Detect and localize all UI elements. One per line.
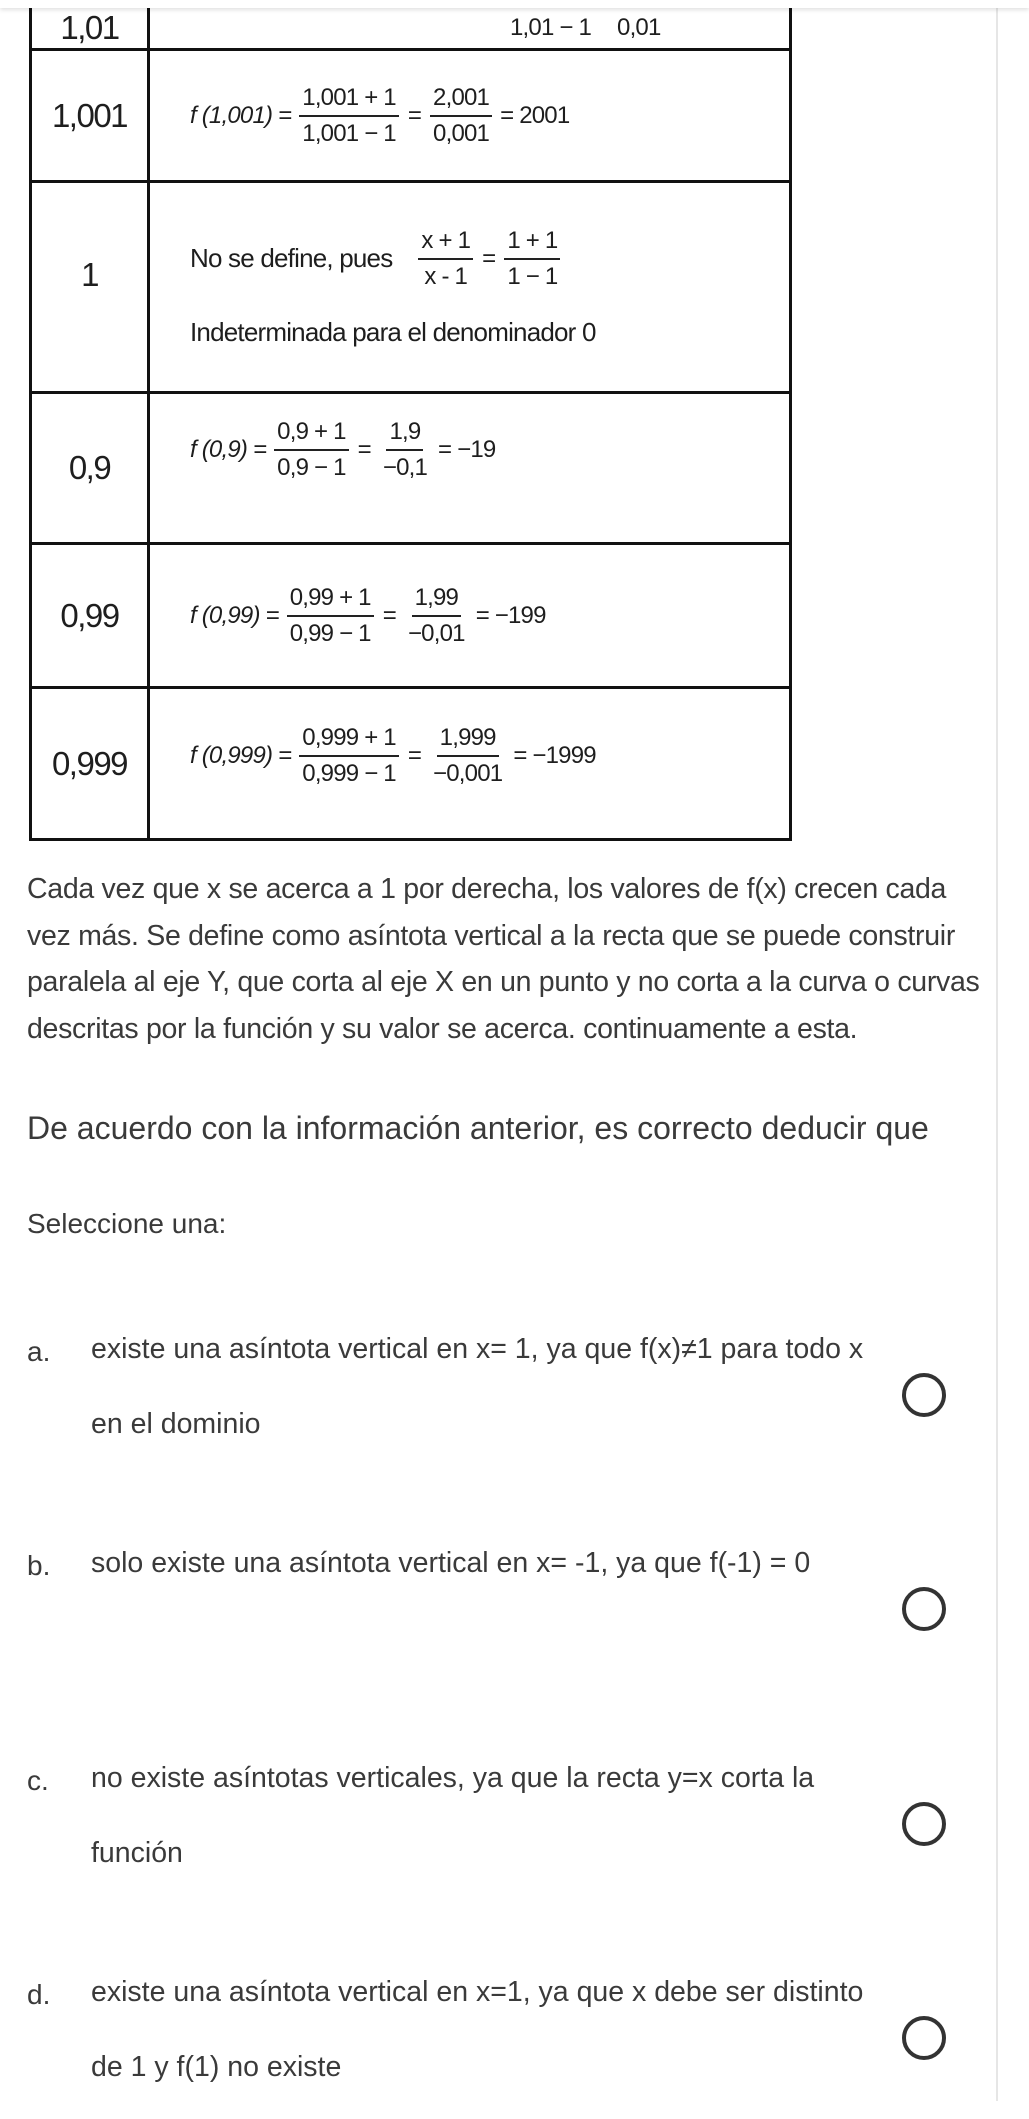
undefined-line <box>190 227 789 291</box>
equals-sign: = <box>382 601 396 629</box>
denominator: 0,99 − 1 <box>289 619 371 647</box>
denominator: 0,01 <box>617 14 661 41</box>
x-cell: 0,999 <box>31 688 149 840</box>
option-b[interactable] <box>0 1547 990 1690</box>
function-label: f (0,999) = <box>190 741 292 769</box>
option-text[interactable]: existe una asíntota vertical en x=1, ya que x debe ser distinto de 1 y f(1) no existe <box>91 1976 864 2083</box>
scrollbar-track[interactable] <box>996 0 998 2101</box>
option-letter: c. <box>27 1765 49 1796</box>
radio-button[interactable] <box>902 1802 946 1846</box>
table-row <box>31 50 791 182</box>
radio-button[interactable] <box>902 1373 946 1417</box>
fraction <box>299 84 399 148</box>
formula <box>190 418 495 482</box>
function-label: f (0,9) = <box>190 436 267 463</box>
denominator: 0,999 − 1 <box>302 759 396 787</box>
x-cell: 0,99 <box>31 544 149 688</box>
equals-sign: = <box>357 436 371 463</box>
option-text[interactable]: solo existe una asíntota vertical en x= -1, ya que f(-1) = 0 <box>91 1547 811 1579</box>
equals-sign: = <box>407 101 422 129</box>
numerator: 0,9 + 1 <box>274 418 348 451</box>
denominator: −0,1 <box>382 454 428 481</box>
option-d[interactable] <box>0 1976 990 2119</box>
result: = −19 <box>438 436 496 463</box>
numerator: 0,99 + 1 <box>287 584 374 617</box>
denominator: 0,9 − 1 <box>277 454 346 481</box>
table-row <box>31 182 791 393</box>
result: = −199 <box>475 601 546 629</box>
fraction <box>418 227 473 291</box>
formula <box>190 724 596 788</box>
values-table <box>29 0 792 841</box>
formula <box>190 15 661 41</box>
table-row <box>31 544 791 688</box>
numerator: 2,001 <box>430 84 492 117</box>
fraction <box>299 724 399 788</box>
denominator: 0,001 <box>433 119 490 147</box>
formula-cell <box>149 688 791 840</box>
denominator: 1,001 − 1 <box>302 119 396 147</box>
fraction <box>430 724 505 788</box>
x-value: 1,01 <box>60 8 119 46</box>
fraction <box>274 418 348 482</box>
formula-cell <box>149 544 791 688</box>
formula-cell <box>149 393 791 544</box>
denominator: x - 1 <box>424 262 468 290</box>
result: = −1999 <box>513 741 596 769</box>
x-value: 1 <box>81 256 98 293</box>
result: = 2001 <box>500 101 570 129</box>
option-letter: b. <box>27 1550 51 1581</box>
undefined-text: No se define, pues <box>190 243 393 273</box>
radio-button[interactable] <box>902 2016 946 2060</box>
option-a[interactable] <box>0 1333 990 1476</box>
numerator: 1 + 1 <box>504 227 560 260</box>
radio-button[interactable] <box>902 1587 946 1631</box>
table-row <box>31 393 791 544</box>
numerator: 1,9 <box>386 418 423 451</box>
indeterminate-note: Indeterminada para el denominador 0 <box>190 316 596 347</box>
option-letter: a. <box>27 1336 51 1367</box>
numerator: 1,999 <box>437 724 499 757</box>
option-c[interactable] <box>0 1762 990 1905</box>
formula <box>190 584 546 648</box>
formula-cell <box>149 182 791 393</box>
explanation-paragraph: Cada vez que x se acerca a 1 por derecha, los valores de f(x) crecen cada vez más. Se define como asíntota vertical a la recta que se puede construir paralela al eje Y, que corta al eje X en un punto y no corta a la curva o curvas descritas por la función y su valor se acerca. continuamente a esta. <box>27 873 980 1046</box>
fraction <box>405 584 468 648</box>
fraction <box>430 84 492 148</box>
x-cell: 0,9 <box>31 393 149 544</box>
question-text: De acuerdo con la información anterior, es correcto deducir que <box>27 1110 929 1146</box>
equals-sign: = <box>482 244 496 272</box>
formula <box>416 227 562 291</box>
denominator: −0,001 <box>433 759 503 787</box>
equals-sign: = <box>407 741 422 769</box>
option-text[interactable]: no existe asíntotas verticales, ya que la recta y=x corta la función <box>91 1762 815 1869</box>
function-label: f (0,99) = <box>190 601 279 629</box>
formula <box>190 84 569 148</box>
numerator: 1,001 + 1 <box>299 84 399 117</box>
table-row <box>31 688 791 840</box>
x-cell: 1,001 <box>31 50 149 182</box>
select-one-label: Seleccione una: <box>27 1208 227 1239</box>
denominator: −0,01 <box>407 619 465 647</box>
option-letter: d. <box>27 1979 51 2010</box>
function-label: f (1,001) = <box>190 101 292 129</box>
numerator: 0,999 + 1 <box>299 724 399 757</box>
fraction <box>287 584 374 648</box>
formula-cell <box>149 50 791 182</box>
fraction <box>380 418 430 482</box>
numerator: x + 1 <box>418 227 473 260</box>
denominator: 1 − 1 <box>507 262 558 290</box>
numerator: 1,99 <box>412 584 462 617</box>
x-cell <box>31 182 149 393</box>
denominator: 1,01 − 1 <box>510 14 592 41</box>
fraction <box>504 227 560 291</box>
top-bar <box>0 0 1029 8</box>
option-text[interactable]: existe una asíntota vertical en x= 1, ya que f(x)≠1 para todo x en el dominio <box>91 1333 864 1440</box>
